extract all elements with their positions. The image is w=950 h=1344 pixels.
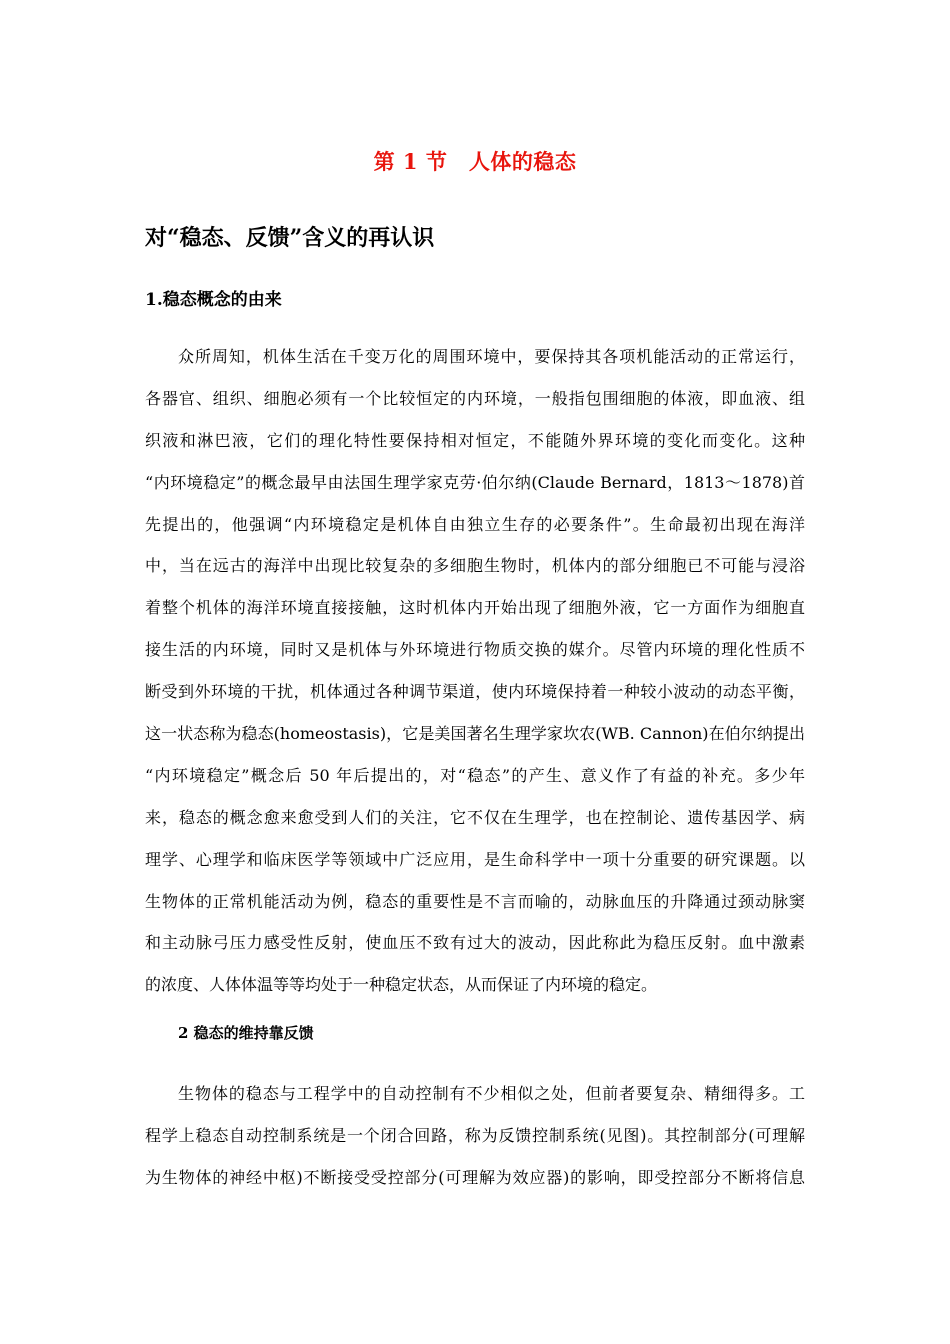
paragraph bbox=[145, 343, 805, 1013]
paragraph-line: 着整个机体的海洋环境直接接触，这时机体内开始出现了细胞外液，它一方面作为细胞直 bbox=[145, 598, 805, 618]
paragraph-line: “内环境稳定”的概念最早由法国生理学家克劳·伯尔纳(Claude Bernard，1813～1878)首 bbox=[145, 472, 805, 492]
paragraph-line: 和主动脉弓压力感受性反射，使血压不致有过大的波动，因此称此为稳压反射。血中激素 bbox=[145, 933, 805, 953]
paragraph-line: 众所周知，机体生活在千变万化的周围环境中，要保持其各项机能活动的正常运行， bbox=[178, 347, 805, 366]
paragraph-line: 的浓度、人体体温等等均处于一种稳定状态，从而保证了内环境的稳定。 bbox=[145, 975, 658, 995]
paragraph-line: 生物体的稳态与工程学中的自动控制有不少相似之处，但前者要复杂、精细得多。工 bbox=[178, 1084, 805, 1103]
paragraph-line: 各器官、组织、细胞必须有一个比较恒定的内环境，一般指包围细胞的体液，即血液、组 bbox=[145, 388, 805, 408]
paragraph-line: 程学上稳态自动控制系统是一个闭合回路，称为反馈控制系统(见图)。其控制部分(可理解 bbox=[145, 1125, 805, 1145]
paragraph-line: “内环境稳定”概念后 50 年后提出的，对“稳态”的产生、意义作了有益的补充。多少年 bbox=[145, 765, 805, 785]
paragraph-line: 理学、心理学和临床医学等领域中广泛应用，是生命科学中一项十分重要的研究课题。以 bbox=[145, 849, 805, 869]
subsection-heading: 2 稳态的维持靠反馈 bbox=[178, 1024, 314, 1042]
paragraph-line: 断受到外环境的干扰，机体通过各种调节渠道，使内环境保持着一种较小波动的动态平衡， bbox=[145, 682, 805, 702]
paragraph-line: 中，当在远古的海洋中出现比较复杂的多细胞生物时，机体内的部分细胞已不可能与浸浴 bbox=[145, 556, 805, 576]
chapter-title: 第 1 节 人体的稳态 bbox=[373, 149, 577, 174]
paragraph bbox=[145, 1080, 805, 1206]
subsection-heading: 1.稳态概念的由来 bbox=[145, 290, 282, 310]
paragraph-line: 接生活的内环境，同时又是机体与外环境进行物质交换的媒介。尽管内环境的理化性质不 bbox=[145, 640, 805, 660]
section-heading: 对“稳态、反馈”含义的再认识 bbox=[145, 225, 435, 251]
paragraph-line: 来，稳态的概念愈来愈受到人们的关注，它不仅在生理学，也在控制论、遗传基因学、病 bbox=[145, 807, 805, 827]
paragraph-line: 先提出的，他强调“内环境稳定是机体自由独立生存的必要条件”。生命最初出现在海洋 bbox=[145, 514, 805, 534]
paragraph-line: 生物体的正常机能活动为例，稳态的重要性是不言而喻的，动脉血压的升降通过颈动脉窦 bbox=[145, 891, 805, 911]
paragraph-line: 织液和淋巴液，它们的理化特性要保持相对恒定，不能随外界环境的变化而变化。这种 bbox=[145, 430, 805, 450]
paragraph-line: 这一状态称为稳态(homeostasis)，它是美国著名生理学家坎农(WB. Cannon)在伯尔纳提出 bbox=[145, 724, 805, 744]
paragraph-line: 为生物体的神经中枢)不断接受受控部分(可理解为效应器)的影响，即受控部分不断将信息 bbox=[145, 1167, 805, 1187]
